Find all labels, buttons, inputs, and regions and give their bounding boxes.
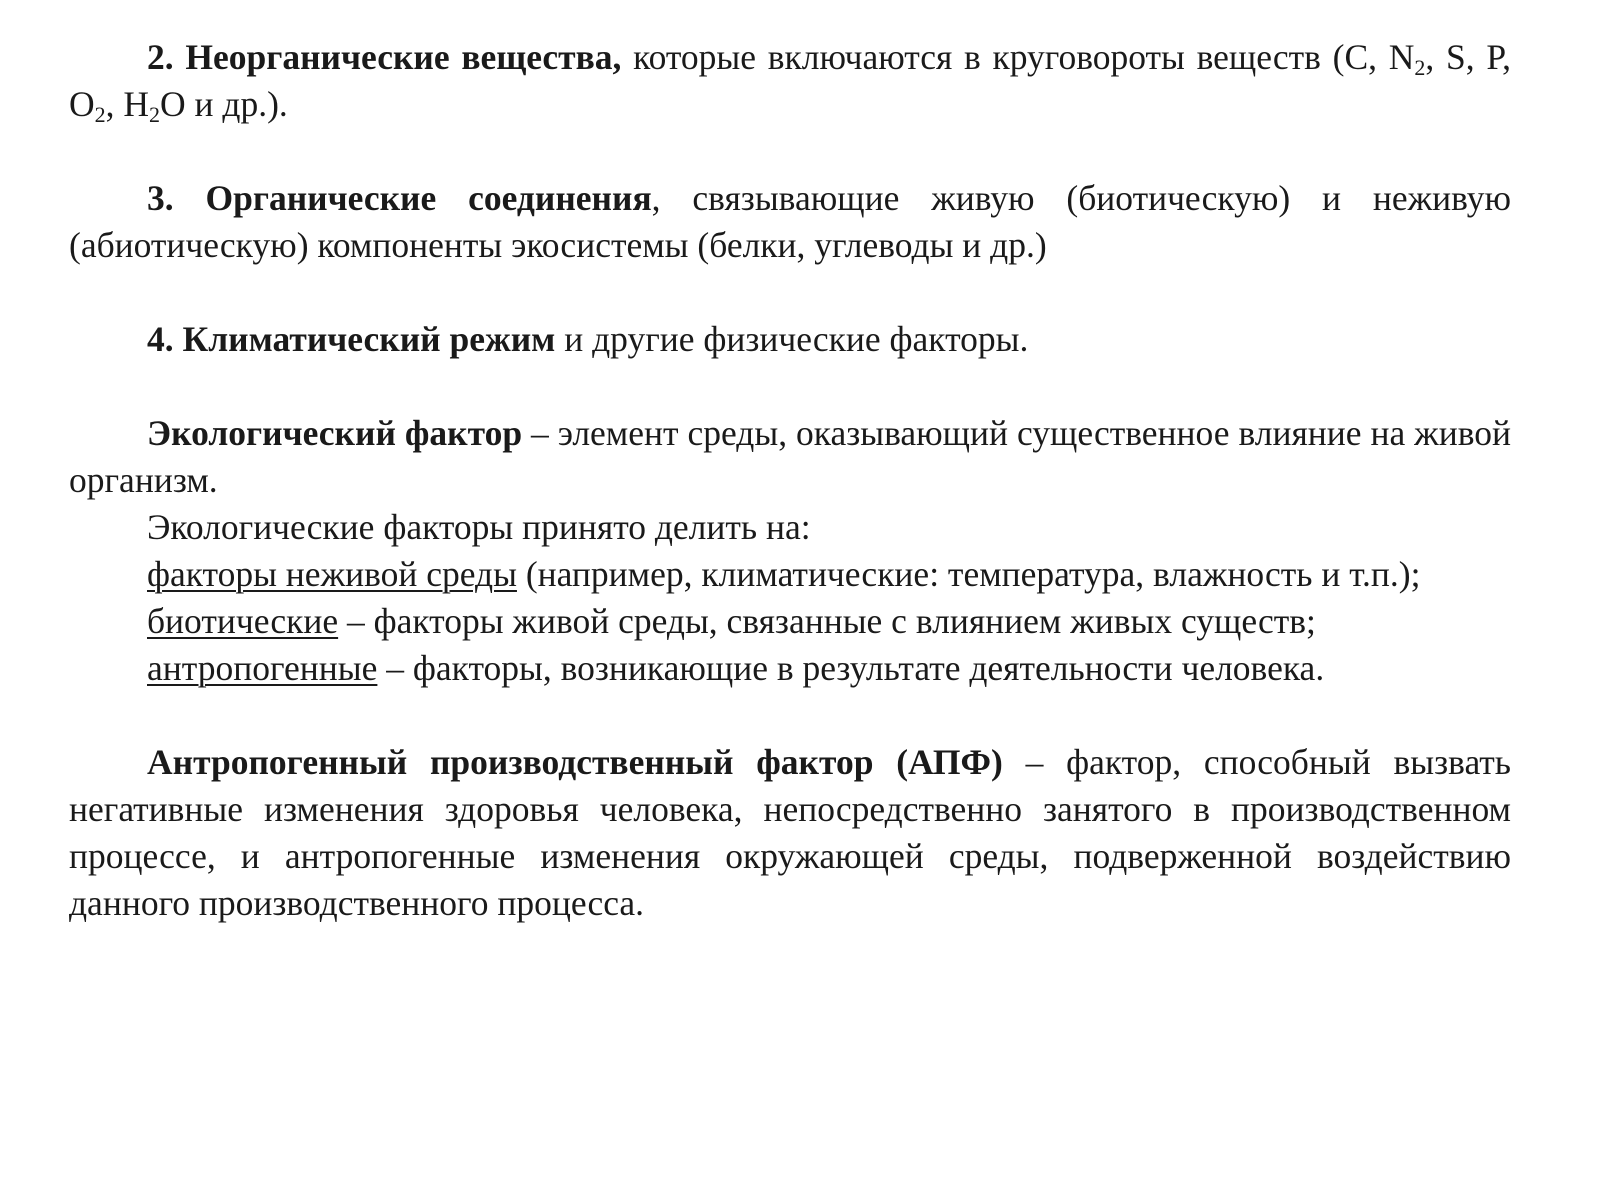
paragraph-gap [69,363,1511,410]
ecological-factor-definition-text: – элемент среды, оказывающий существенное влияние на живой организм. [69,413,1511,500]
term-biotic: биотические [147,601,339,641]
subscript-o2: 2 [94,102,106,128]
paragraph-anthropogenic-factors [69,645,1511,692]
subscript-h2: 2 [149,102,161,128]
term-anthropogenic: антропогенные [147,648,378,688]
term-abiotic-factors: факторы неживой среды [147,554,517,594]
paragraph-gap [69,692,1511,739]
paragraph-organic-compounds [69,175,1511,269]
paragraph-apf-definition [69,739,1511,927]
heading-organic-compounds: 3. Органические соединения [147,178,652,218]
inorganic-substances-text-b: , S, P, O [69,37,1512,124]
organic-compounds-text: , связывающие живую (биотическую) и неживую (абиотическую) компоненты экосистемы (белки, углеводы и др.) [69,178,1512,265]
document-page [69,34,1511,927]
term-ecological-factor: Экологический фактор [147,413,523,453]
biotic-factors-text: – факторы живой среды, связанные с влиянием живых существ; [338,601,1316,641]
heading-inorganic-substances: 2. Неорганические вещества, [147,37,622,77]
inorganic-substances-text-d: O и др.). [160,84,288,124]
abiotic-factors-text: (например, климатические: температура, влажность и т.п.); [516,554,1421,594]
paragraph-gap [69,128,1511,175]
paragraph-gap [69,269,1511,316]
inorganic-substances-text-a: которые включаются в круговороты веществ (С, N [621,37,1415,77]
heading-climatic-regime: 4. Климатический режим [147,319,556,359]
term-apf: Антропогенный производственный фактор (АПФ) [147,742,1003,782]
paragraph-inorganic-substances [69,34,1511,128]
paragraph-ecological-factor-definition [69,410,1511,504]
anthropogenic-factors-text: – факторы, возникающие в результате деятельности человека. [377,648,1325,688]
ecological-factors-division-text: Экологические факторы принято делить на: [147,507,811,547]
paragraph-abiotic-factors [69,551,1511,598]
climatic-regime-text: и другие физические факторы. [555,319,1029,359]
inorganic-substances-text-c: , H [105,84,150,124]
apf-definition-text: – фактор, способный вызвать негативные изменения здоровья человека, непосредственно занятого в производственном процессе, и антропогенные изменения окружающей среды, подверженной воздействию данного производственного процесса. [69,742,1511,923]
paragraph-climatic-regime [69,316,1511,363]
subscript-n2: 2 [1414,55,1426,81]
paragraph-ecological-factors-division [69,504,1511,551]
paragraph-biotic-factors [69,598,1511,645]
